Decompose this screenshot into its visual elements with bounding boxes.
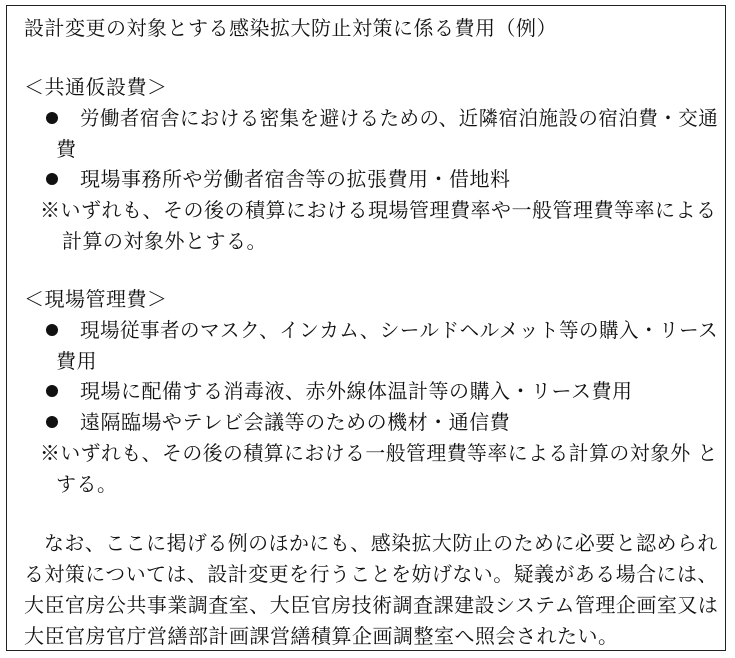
bullet-icon xyxy=(46,112,58,124)
list-item-text-continued: 費用 xyxy=(56,349,97,373)
section-note-continued: する。 xyxy=(56,472,118,496)
section-note: ※いずれも、その後の積算における現場管理費率や一般管理費等率による xyxy=(40,198,717,222)
closing-paragraph-line: る対策については、設計変更を行うことを妨げない。疑義がある場合には、 xyxy=(24,562,718,586)
bullet-icon xyxy=(46,416,58,428)
section-note-continued: 計算の対象外とする。 xyxy=(62,229,267,253)
list-item-text: 現場事務所や労働者宿舎等の拡張費用・借地料 xyxy=(80,167,511,191)
list-item-text: 労働者宿舎における密集を避けるための、近隣宿泊施設の宿泊費・交通 xyxy=(80,106,719,130)
section-note: ※いずれも、その後の積算における一般管理費等率による計算の対象外 と xyxy=(40,441,718,465)
closing-paragraph-line: なお、ここに掲げる例のほかにも、感染拡大防止のために必要と認められ xyxy=(44,531,718,555)
document-title: 設計変更の対象とする感染拡大防止対策に係る費用（例） xyxy=(24,16,557,40)
list-item-text: 現場従事者のマスク、インカム、シールドヘルメット等の購入・リース xyxy=(80,318,719,342)
list-item-text-continued: 費 xyxy=(56,137,77,161)
list-item-text: 遠隔臨場やテレビ会議等のための機材・通信費 xyxy=(80,410,511,434)
section-heading-site-management: ＜現場管理費＞ xyxy=(24,287,168,311)
bullet-icon xyxy=(46,324,58,336)
closing-paragraph-line: 大臣官房官庁営繕部計画課営繕積算企画調整室へ照会されたい。 xyxy=(24,624,619,648)
bullet-icon xyxy=(46,385,58,397)
section-heading-common-temporary: ＜共通仮設費＞ xyxy=(24,75,168,99)
list-item-text: 現場に配備する消毒液、赤外線体温計等の購入・リース費用 xyxy=(80,379,633,403)
closing-paragraph-line: 大臣官房公共事業調査室、大臣官房技術調査課建設システム管理企画室又は xyxy=(24,593,719,617)
bullet-icon xyxy=(46,173,58,185)
